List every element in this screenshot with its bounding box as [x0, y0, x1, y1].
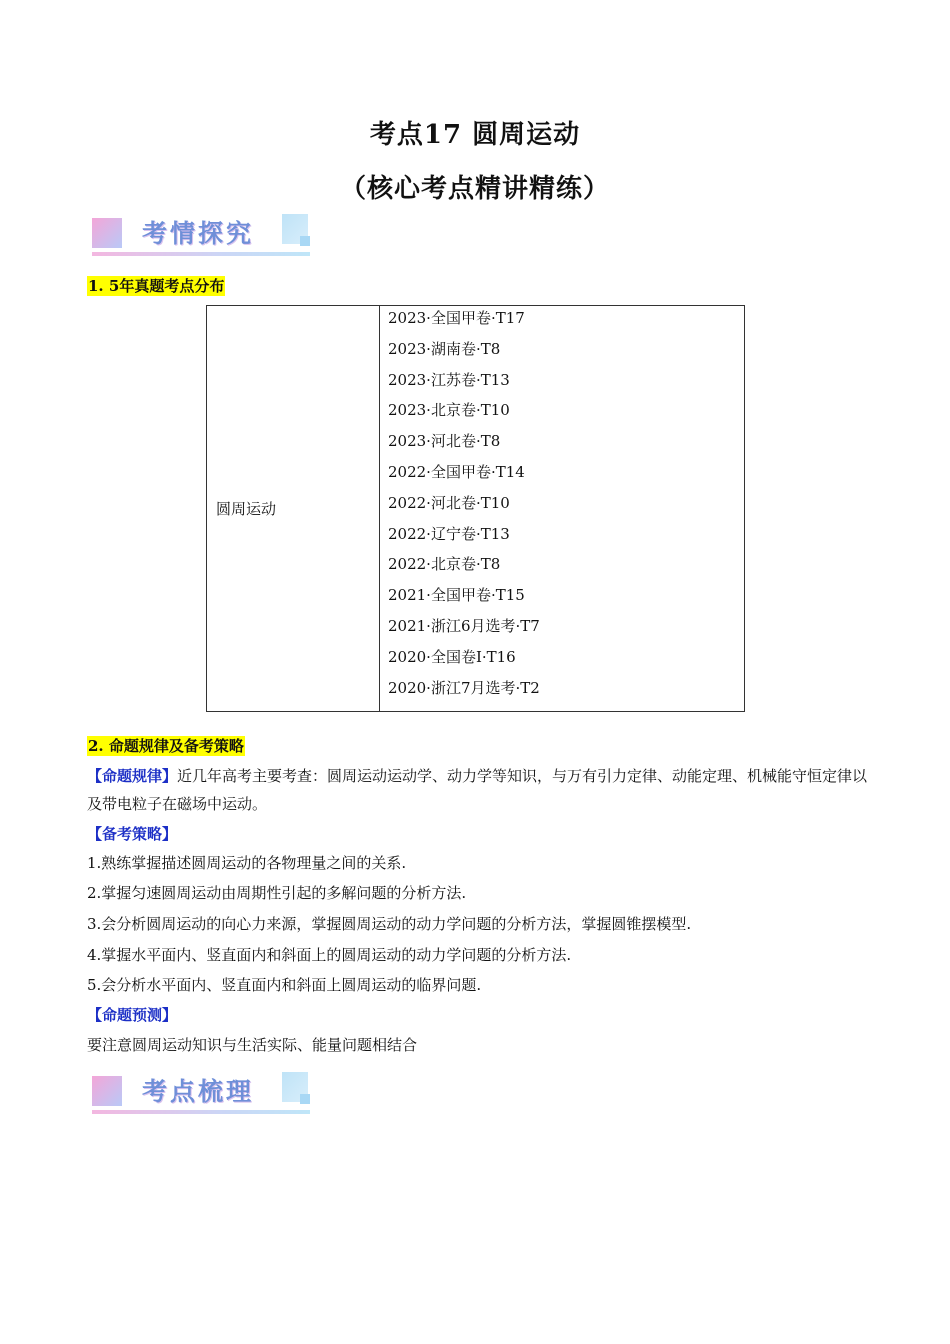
- exam-item: 2022·全国甲卷·T14: [388, 462, 525, 481]
- banner-decoration-dot: [300, 1094, 310, 1104]
- forecast-label: 【命题预测】: [87, 1006, 178, 1024]
- law-label: 【命题规律】: [87, 767, 178, 785]
- banner-label: 考点梳理: [142, 1077, 255, 1106]
- exam-distribution-table: [206, 305, 745, 712]
- banner-decoration-square: [92, 218, 122, 248]
- exam-item: 2023·湖南卷·T8: [388, 339, 501, 358]
- law-text: 近几年高考主要考查：圆周运动运动学、动力学等知识，与万有引力定律、动能定理、机械能守恒定律以及带电粒子在磁场中运动。: [87, 767, 868, 813]
- banner-label: 考情探究: [142, 219, 255, 248]
- section-heading-exam-distribution: 1. 5年真题考点分布: [88, 277, 225, 295]
- exam-item: 2022·辽宁卷·T13: [388, 524, 510, 543]
- exam-item: 2020·浙江7月选考·T2: [388, 678, 540, 697]
- exam-item: 2021·浙江6月选考·T7: [388, 616, 540, 635]
- topic-cell: 圆周运动: [207, 306, 380, 712]
- strategy-item: 4.掌握水平面内、竖直面内和斜面上的圆周运动的动力学问题的分析方法.: [87, 946, 572, 964]
- exam-item: 2021·全国甲卷·T15: [388, 586, 525, 605]
- exam-item: 2022·河北卷·T10: [388, 493, 510, 512]
- exam-item: 2023·全国甲卷·T17: [388, 309, 525, 327]
- table-row: [207, 306, 745, 712]
- banner-underline: [92, 252, 310, 256]
- exam-item: 2022·北京卷·T8: [388, 555, 501, 574]
- strategy-item: 3.会分析圆周运动的向心力来源，掌握圆周运动的动力学问题的分析方法，掌握圆锥摆模型.: [87, 915, 692, 933]
- section-banner-exam-analysis: [92, 214, 312, 258]
- strategy-item: 1.熟练掌握描述圆周运动的各物理量之间的关系.: [87, 854, 407, 872]
- banner-decoration-square: [92, 1076, 122, 1106]
- strategy-label: 【备考策略】: [87, 825, 178, 843]
- banner-underline: [92, 1110, 310, 1114]
- page-title: 考点17 圆周运动: [369, 120, 581, 150]
- section-heading-strategy: 2. 命题规律及备考策略: [88, 737, 244, 755]
- forecast-text: 要注意圆周运动知识与生活实际、能量问题相结合: [87, 1036, 418, 1054]
- exam-item: 2023·江苏卷·T13: [388, 370, 510, 389]
- exam-item: 2023·北京卷·T10: [388, 401, 510, 420]
- exam-item: 2020·全国卷Ⅰ·T16: [388, 647, 516, 666]
- page-subtitle: （核心考点精讲精练）: [339, 174, 610, 204]
- strategy-item: 2.掌握匀速圆周运动由周期性引起的多解问题的分析方法.: [87, 884, 467, 902]
- exam-list-cell: [380, 306, 745, 712]
- strategy-item: 5.会分析水平面内、竖直面内和斜面上圆周运动的临界问题.: [87, 976, 482, 994]
- law-paragraph: [87, 762, 872, 818]
- exam-item: 2023·河北卷·T8: [388, 432, 501, 451]
- banner-decoration-dot: [300, 236, 310, 246]
- section-banner-knowledge-summary: [92, 1072, 312, 1116]
